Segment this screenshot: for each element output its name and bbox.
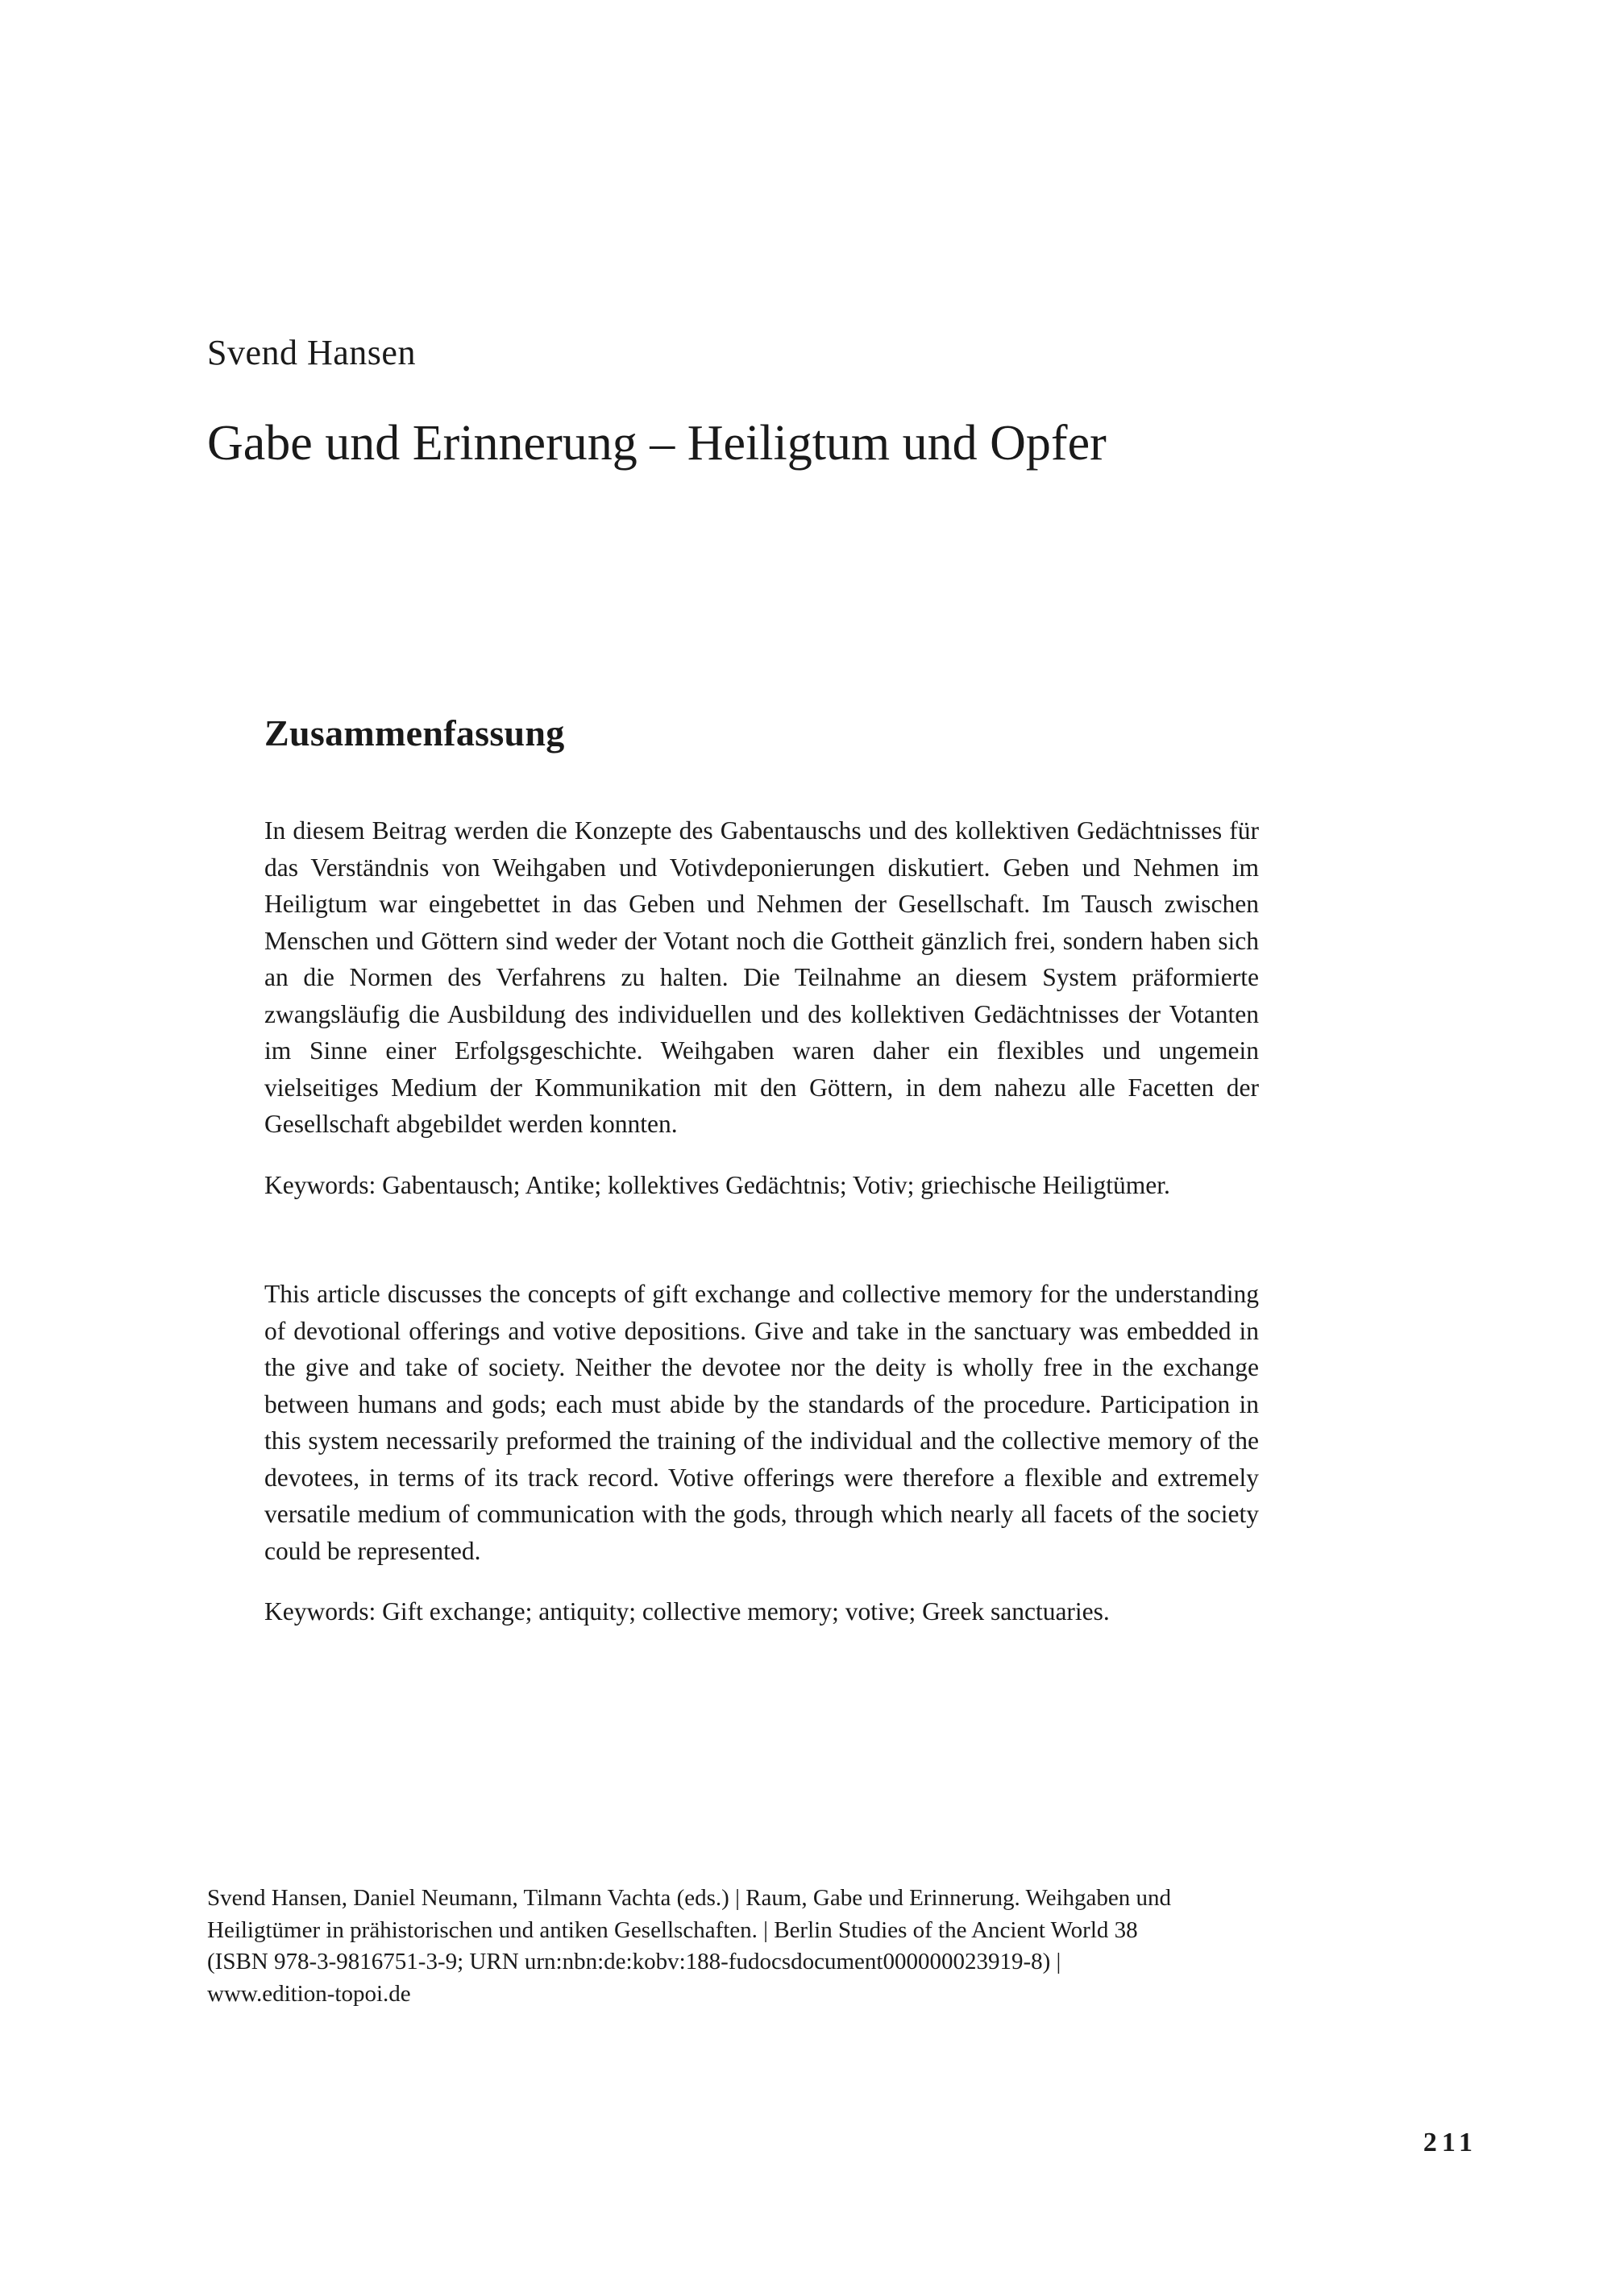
publication-reference: [207, 1883, 1335, 2010]
reference-line: Heiligtümer in prähistorischen und antiken Gesellschaften. | Berlin Studies of the Ancient World 38: [207, 1916, 1138, 1943]
abstract-german-text: In diesem Beitrag werden die Konzepte des Gabentauschs und des kollektiven Gedächtnisses für das Verständnis von Weihgaben und Votivdeponierungen diskutiert. Geben und Nehmen im Heiligtum war eingebettet in das Geben und Nehmen der Gesellschaft. Im Tausch zwischen Menschen und Göttern sind weder der Votant noch die Gottheit gänzlich frei, sondern haben sich an die Normen des Verfahrens zu halten. Die Teilnahme an diesem System präformierte zwangsläufig die Ausbildung des individuellen und des kollektiven Gedächtnisses der Votanten im Sinne einer Erfolgsgeschichte. Weihgaben waren daher ein flexibles und ungemein vielseitiges Medium der Kommunikation mit den Göttern, in dem nahezu alle Facetten der Gesellschaft abgebildet werden konnten.: [264, 816, 1259, 1138]
abstract-english-text: This article discusses the concepts of gift exchange and collective memory for the understanding of devotional offerings and votive depositions. Give and take in the sanctuary was embedded in the give and take of society. Neither the devotee nor the deity is wholly free in the exchange between humans and gods; each must abide by the standards of the procedure. Participation in this system necessarily preformed the training of the individual and the collective memory of the devotees, in terms of its track record. Votive offerings were therefore a flexible and extremely versatile medium of communication with the gods, through which nearly all facets of the society could be represented.: [264, 1280, 1259, 1565]
keywords-german: Keywords: Gabentausch; Antike; kollektives Gedächtnis; Votiv; griechische Heiligtümer.: [264, 1170, 1170, 1199]
article-title: Gabe und Erinnerung – Heiligtum und Opfer: [207, 416, 1107, 471]
abstract-section: [264, 709, 1259, 1630]
abstract-heading: Zusammenfassung: [264, 712, 565, 754]
reference-url: www.edition-topoi.de: [207, 1980, 411, 2007]
author-name: Svend Hansen: [207, 333, 416, 372]
reference-line: (ISBN 978-3-9816751-3-9; URN urn:nbn:de:kobv:188-fudocsdocument000000023919-8) |: [207, 1949, 1061, 1974]
keywords-english: Keywords: Gift exchange; antiquity; collective memory; votive; Greek sanctuaries.: [264, 1597, 1110, 1626]
page-number: 211: [1423, 2128, 1477, 2157]
reference-line: Svend Hansen, Daniel Neumann, Tilmann Vachta (eds.) | Raum, Gabe und Erinnerung. Weihgaben und: [207, 1885, 1171, 1911]
